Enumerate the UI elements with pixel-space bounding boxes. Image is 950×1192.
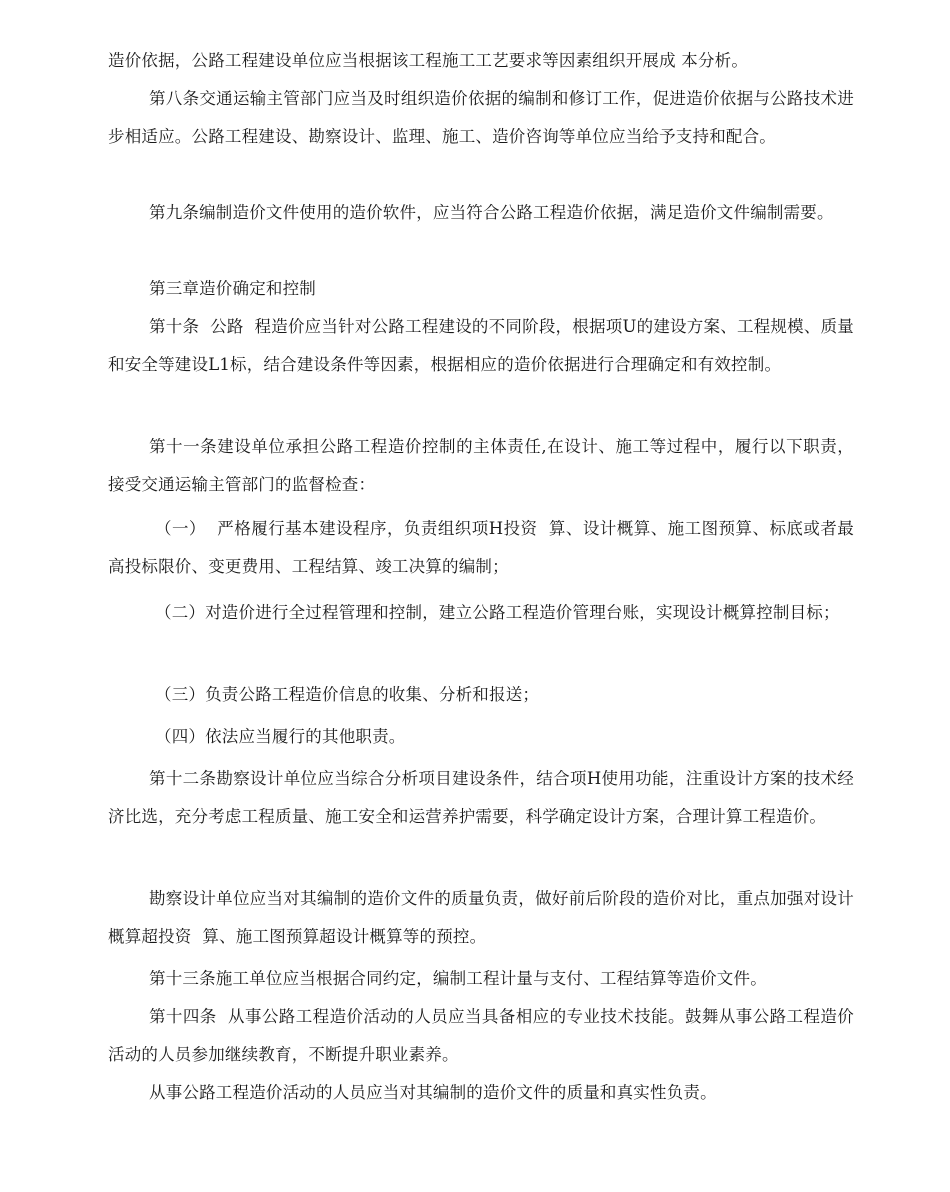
paragraph-article-8: 第八条交通运输主管部门应当及时组织造价依据的编制和修订工作，促进造价依据与公路技术进步相适应。公路工程建设、勘察设计、监理、施工、造价咨询等单位应当给予支持和配合。: [108, 89, 854, 146]
paragraph-article-9: 第九条编制造价文件使用的造价软件，应当符合公路工程造价依据，满足造价文件编制需要。: [149, 203, 834, 222]
paragraph-continuation: 造价依据，公路工程建设单位应当根据该工程施工工艺要求等因素组织开展成 本分析。: [108, 51, 749, 70]
paragraph-article-13: 第十三条施工单位应当根据合同约定，编制工程计量与支付、工程结算等造价文件。: [149, 969, 767, 988]
paragraph-article-11: 第十一条建设单位承担公路工程造价控制的主体责任,在设计、施工等过程中，履行以下职责，接受交通运输主管部门的监督检查：: [108, 437, 854, 494]
paragraph-personnel-responsibility: 从事公路工程造价活动的人员应当对其编制的造价文件的质量和真实性负责。: [149, 1083, 717, 1102]
paragraph-survey-design: 勘察设计单位应当对其编制的造价文件的质量负责，做好前后阶段的造价对比，重点加强对设计概算超投资 算、施工图预算超设计概算等的预控。: [108, 889, 854, 946]
paragraph-article-14: 第十四条 从事公路工程造价活动的人员应当具备相应的专业技术技能。鼓舞从事公路工程造价活动的人员参加继续教育，不断提升职业素养。: [108, 1007, 854, 1064]
list-item-1: （一） 严格履行基本建设程序，负责组织项H投资 算、设计概算、施工图预算、标底或者最高投标限价、变更费用、工程结算、竣工决算的编制；: [108, 519, 854, 576]
chapter-heading: 第三章造价确定和控制: [149, 279, 316, 298]
list-item-3: （三）负责公路工程造价信息的收集、分析和报送；: [155, 685, 540, 704]
paragraph-article-12: 第十二条勘察设计单位应当综合分析项目建设条件，结合项H使用功能，注重设计方案的技术经济比选，充分考虑工程质量、施工安全和运营养护需要，科学确定设计方案，合理计算工程造价。: [108, 769, 854, 826]
list-item-2: （二）对造价进行全过程管理和控制，建立公路工程造价管理台账，实现设计概算控制目标；: [155, 603, 840, 622]
list-item-4: （四）依法应当履行的其他职责。: [155, 727, 406, 746]
paragraph-article-10: 第十条 公路 程造价应当针对公路工程建设的不同阶段，根据项U的建设方案、工程规模、质量和安全等建设L1标，结合建设条件等因素，根据相应的造价依据进行合理确定和有效控制。: [108, 317, 854, 374]
